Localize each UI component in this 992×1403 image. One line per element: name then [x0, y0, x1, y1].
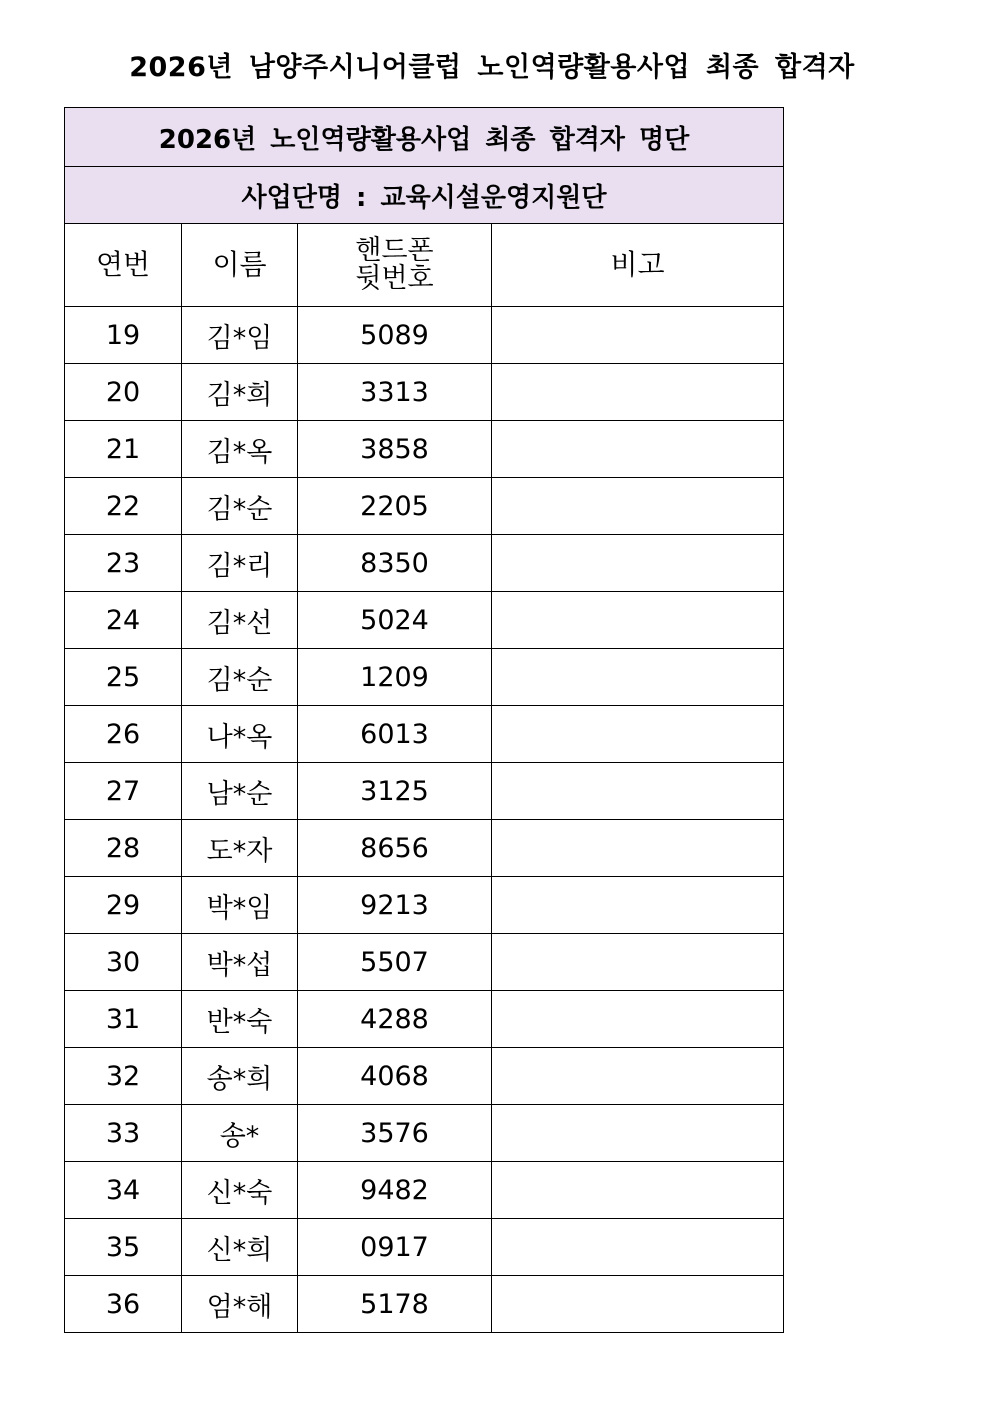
cell-name: 김*순 — [182, 478, 298, 535]
cell-note — [492, 649, 784, 706]
cell-name: 남*순 — [182, 763, 298, 820]
cell-phone: 5178 — [298, 1276, 492, 1333]
program-name: 사업단명 : 교육시설운영지원단 — [65, 167, 784, 224]
table-row — [65, 877, 784, 934]
cell-note — [492, 706, 784, 763]
table-row — [65, 934, 784, 991]
cell-no: 32 — [65, 1048, 182, 1105]
table-row — [65, 592, 784, 649]
cell-no: 21 — [65, 421, 182, 478]
table-heading: 2026년 노인역량활용사업 최종 합격자 명단 — [65, 108, 784, 167]
column-header-note: 비고 — [492, 224, 784, 307]
cell-name: 김*순 — [182, 649, 298, 706]
cell-note — [492, 478, 784, 535]
cell-name: 박*섭 — [182, 934, 298, 991]
column-header-phone — [298, 224, 492, 307]
cell-no: 33 — [65, 1105, 182, 1162]
cell-no: 29 — [65, 877, 182, 934]
cell-note — [492, 934, 784, 991]
cell-name: 김*임 — [182, 307, 298, 364]
column-header-phone-line1: 핸드폰 — [355, 235, 434, 266]
cell-phone: 1209 — [298, 649, 492, 706]
cell-phone: 6013 — [298, 706, 492, 763]
cell-note — [492, 1105, 784, 1162]
column-header-name: 이름 — [182, 224, 298, 307]
cell-name: 김*옥 — [182, 421, 298, 478]
table-row — [65, 535, 784, 592]
table-heading-row — [65, 108, 784, 167]
table-row — [65, 1162, 784, 1219]
cell-note — [492, 763, 784, 820]
cell-name: 도*자 — [182, 820, 298, 877]
cell-note — [492, 421, 784, 478]
cell-note — [492, 1162, 784, 1219]
cell-phone: 5089 — [298, 307, 492, 364]
table-row — [65, 820, 784, 877]
cell-phone: 4288 — [298, 991, 492, 1048]
cell-note — [492, 1219, 784, 1276]
cell-phone: 4068 — [298, 1048, 492, 1105]
cell-note — [492, 1048, 784, 1105]
table-row — [65, 478, 784, 535]
cell-phone: 3858 — [298, 421, 492, 478]
cell-phone: 5507 — [298, 934, 492, 991]
column-header-row — [65, 224, 784, 307]
cell-note — [492, 820, 784, 877]
cell-note — [492, 1276, 784, 1333]
cell-name: 박*임 — [182, 877, 298, 934]
program-name-row — [65, 167, 784, 224]
cell-phone: 8350 — [298, 535, 492, 592]
cell-phone: 8656 — [298, 820, 492, 877]
table-row — [65, 649, 784, 706]
cell-phone: 5024 — [298, 592, 492, 649]
cell-name: 김*리 — [182, 535, 298, 592]
cell-note — [492, 592, 784, 649]
cell-no: 25 — [65, 649, 182, 706]
cell-note — [492, 991, 784, 1048]
table-row — [65, 991, 784, 1048]
cell-name: 김*희 — [182, 364, 298, 421]
table-row — [65, 307, 784, 364]
cell-phone: 9482 — [298, 1162, 492, 1219]
table-row — [65, 421, 784, 478]
column-header-no: 연번 — [65, 224, 182, 307]
cell-phone: 3313 — [298, 364, 492, 421]
cell-no: 31 — [65, 991, 182, 1048]
cell-no: 34 — [65, 1162, 182, 1219]
cell-name: 나*옥 — [182, 706, 298, 763]
cell-note — [492, 307, 784, 364]
cell-no: 27 — [65, 763, 182, 820]
cell-no: 22 — [65, 478, 182, 535]
cell-no: 19 — [65, 307, 182, 364]
table-row — [65, 706, 784, 763]
cell-no: 20 — [65, 364, 182, 421]
cell-phone: 0917 — [298, 1219, 492, 1276]
cell-no: 28 — [65, 820, 182, 877]
table-row — [65, 763, 784, 820]
cell-phone: 3576 — [298, 1105, 492, 1162]
cell-name: 엄*해 — [182, 1276, 298, 1333]
table-row — [65, 1105, 784, 1162]
cell-name: 신*희 — [182, 1219, 298, 1276]
cell-note — [492, 877, 784, 934]
table-row — [65, 1276, 784, 1333]
cell-no: 26 — [65, 706, 182, 763]
cell-note — [492, 535, 784, 592]
table-row — [65, 364, 784, 421]
roster-table — [64, 107, 784, 1333]
cell-name: 송* — [182, 1105, 298, 1162]
cell-no: 36 — [65, 1276, 182, 1333]
cell-phone: 2205 — [298, 478, 492, 535]
cell-note — [492, 364, 784, 421]
cell-name: 송*희 — [182, 1048, 298, 1105]
cell-phone: 9213 — [298, 877, 492, 934]
table-row — [65, 1048, 784, 1105]
cell-no: 30 — [65, 934, 182, 991]
cell-phone: 3125 — [298, 763, 492, 820]
column-header-phone-line2: 뒷번호 — [355, 263, 434, 294]
cell-no: 35 — [65, 1219, 182, 1276]
cell-name: 신*숙 — [182, 1162, 298, 1219]
cell-name: 김*선 — [182, 592, 298, 649]
document-title: 2026년 남양주시니어클럽 노인역량활용사업 최종 합격자 — [129, 52, 855, 83]
table-row — [65, 1219, 784, 1276]
cell-no: 23 — [65, 535, 182, 592]
cell-no: 24 — [65, 592, 182, 649]
cell-name: 반*숙 — [182, 991, 298, 1048]
